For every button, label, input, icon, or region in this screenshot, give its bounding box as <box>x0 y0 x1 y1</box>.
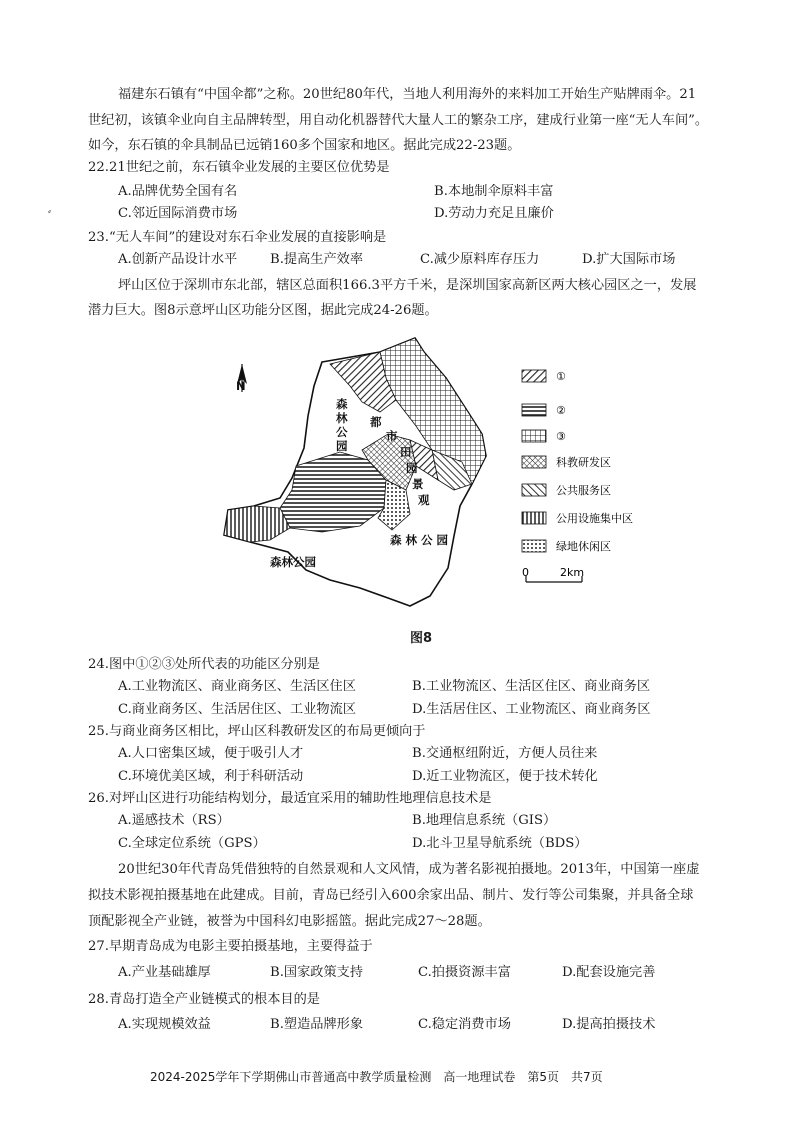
legend-label-green: 绿地休闲区 <box>556 540 611 553</box>
intro1-line1: 福建东石镇有“中国伞都”之称。20世纪80年代，当地人利用海外的来料加工开始生产贴牌雨伞。21 <box>118 87 697 102</box>
q22-option-d: D.劳动力充足且廉价 <box>434 206 554 221</box>
q26-option-c: C.全球定位系统（GPS） <box>118 836 266 851</box>
forest-park-left-3: 公 <box>336 425 348 439</box>
legend-label-utility: 公用设施集中区 <box>556 512 633 525</box>
q28-option-d: D.提高拍摄技术 <box>562 1017 656 1032</box>
legend-label-3: ③ <box>556 430 566 443</box>
scale-zero: 0 <box>522 566 529 579</box>
figure-caption: 图8 <box>410 631 433 646</box>
q23-option-c: C.减少原料库存压力 <box>420 252 540 267</box>
q25-option-c: C.环境优美区域，利于科研活动 <box>118 769 304 784</box>
forest-park-left-4: 园 <box>336 439 348 453</box>
q23-option-d: D.扩大国际市场 <box>582 252 676 267</box>
scale-label: 2km <box>560 566 585 579</box>
q24-option-d: D.生活居住区、工业物流区、商业商务区 <box>412 702 651 717</box>
intro3-line2: 拟技术影视拍摄基地在此建成。目前，青岛已经引入600余家出品、制片、发行等公司集聚，并具备全球 <box>88 888 694 903</box>
legend-swatch-research <box>522 456 546 468</box>
urban-park-6: 观 <box>418 493 430 507</box>
intro2-line2: 潜力巨大。图8示意坪山区功能分区图，据此完成24-26题。 <box>88 303 438 318</box>
intro1-line3: 如今，东石镇的伞具制品已远销160多个国家和地区。据此完成22-23题。 <box>88 138 521 153</box>
map-legend <box>522 370 633 553</box>
q26-option-a: A.遥感技术（RS） <box>118 813 230 828</box>
legend-label-2: ② <box>556 404 566 417</box>
q24-option-c: C.商业商务区、生活居住区、工业物流区 <box>118 702 356 717</box>
intro2-line1: 坪山区位于深圳市东北部，辖区总面积166.3平方千米，是深圳国家高新区两大核心园区之一，发展 <box>118 278 697 293</box>
intro1-line2: 世纪初，该镇伞业向自主品牌转型，用自动化机器替代大量人工的繁杂工序，建成行业第一座“无人车间”。 <box>88 113 709 128</box>
scan-speck: ⸗ <box>48 207 51 217</box>
q24-option-a: A.工业物流区、商业商务区、生活区住区 <box>118 679 356 694</box>
urban-park-2: 市 <box>386 429 398 443</box>
intro3-line1: 20世纪30年代青岛凭借独特的自然景观和人文风情，成为著名影视拍摄地。2013年，中国第一座虚 <box>118 862 700 877</box>
urban-park-4: 园 <box>406 461 418 475</box>
q28-stem: 28.青岛打造全产业链模式的根本目的是 <box>88 992 320 1007</box>
legend-label-public: 公共服务区 <box>556 484 611 497</box>
q26-option-b: B.地理信息系统（GIS） <box>412 813 557 828</box>
q23-option-b: B.提高生产效率 <box>270 252 364 267</box>
forest-park-left-1: 森 <box>336 397 348 411</box>
q27-option-d: D.配套设施完善 <box>562 965 656 980</box>
q22-option-b: B.本地制伞原料丰富 <box>434 184 554 199</box>
q27-option-b: B.国家政策支持 <box>270 965 364 980</box>
legend-swatch-utility <box>522 512 546 524</box>
north-label: N <box>236 379 246 393</box>
map-figure <box>210 330 640 630</box>
intro3-line3: 顶配影视全产业链，被誉为中国科幻电影摇篮。据此完成27～28题。 <box>88 914 491 929</box>
q25-option-a: A.人口密集区域，便于吸引人才 <box>118 746 304 761</box>
q22-option-c: C.邻近国际消费市场 <box>118 206 238 221</box>
legend-swatch-3 <box>522 430 546 442</box>
forest-park-bottom: 森林公园 <box>270 555 316 569</box>
q26-stem: 26.对坪山区进行功能结构划分，最适宜采用的辅助性地理信息技术是 <box>88 791 492 806</box>
q27-stem: 27.早期青岛成为电影主要拍摄基地，主要得益于 <box>88 939 373 954</box>
urban-park-1: 都 <box>370 415 382 429</box>
legend-swatch-2 <box>522 404 546 416</box>
legend-swatch-1 <box>522 370 546 382</box>
q28-option-c: C.稳定消费市场 <box>418 1017 511 1032</box>
q22-stem: 22.21世纪之前，东石镇伞业发展的主要区位优势是 <box>88 160 390 175</box>
legend-swatch-green <box>522 540 546 552</box>
q27-option-a: A.产业基础雄厚 <box>118 965 211 980</box>
legend-label-research: 科教研发区 <box>556 456 611 469</box>
q28-option-b: B.塑造品牌形象 <box>270 1017 364 1032</box>
page-footer: 2024-2025学年下学期佛山市普通高中教学质量检测 高一地理试卷 第5页 共7页 <box>150 1070 603 1084</box>
forest-park-center: 森 林 公 园 <box>390 533 449 547</box>
q23-option-a: A.创新产品设计水平 <box>118 252 238 267</box>
q22-option-a: A.品牌优势全国有名 <box>118 184 238 199</box>
q27-option-c: C.拍摄资源丰富 <box>418 965 511 980</box>
urban-park-5: 景 <box>412 477 424 491</box>
legend-label-1: ① <box>556 370 566 383</box>
q28-option-a: A.实现规模效益 <box>118 1017 211 1032</box>
q25-option-b: B.交通枢纽附近，方便人员往来 <box>412 746 598 761</box>
pingshan-map <box>210 330 640 630</box>
urban-park-3: 田 <box>400 445 412 459</box>
q26-option-d: D.北斗卫星导航系统（BDS） <box>412 836 588 851</box>
q25-option-d: D.近工业物流区，便于技术转化 <box>412 769 598 784</box>
q25-stem: 25.与商业商务区相比，坪山区科教研发区的布局更倾向于 <box>88 724 426 739</box>
q24-stem: 24.图中①②③处所代表的功能区分别是 <box>88 657 320 672</box>
forest-park-left-2: 林 <box>336 411 348 425</box>
q23-stem: 23.“无人车间”的建设对东石伞业发展的直接影响是 <box>88 230 387 245</box>
legend-swatch-public <box>522 484 546 496</box>
q24-option-b: B.工业物流区、生活区住区、商业商务区 <box>412 679 651 694</box>
